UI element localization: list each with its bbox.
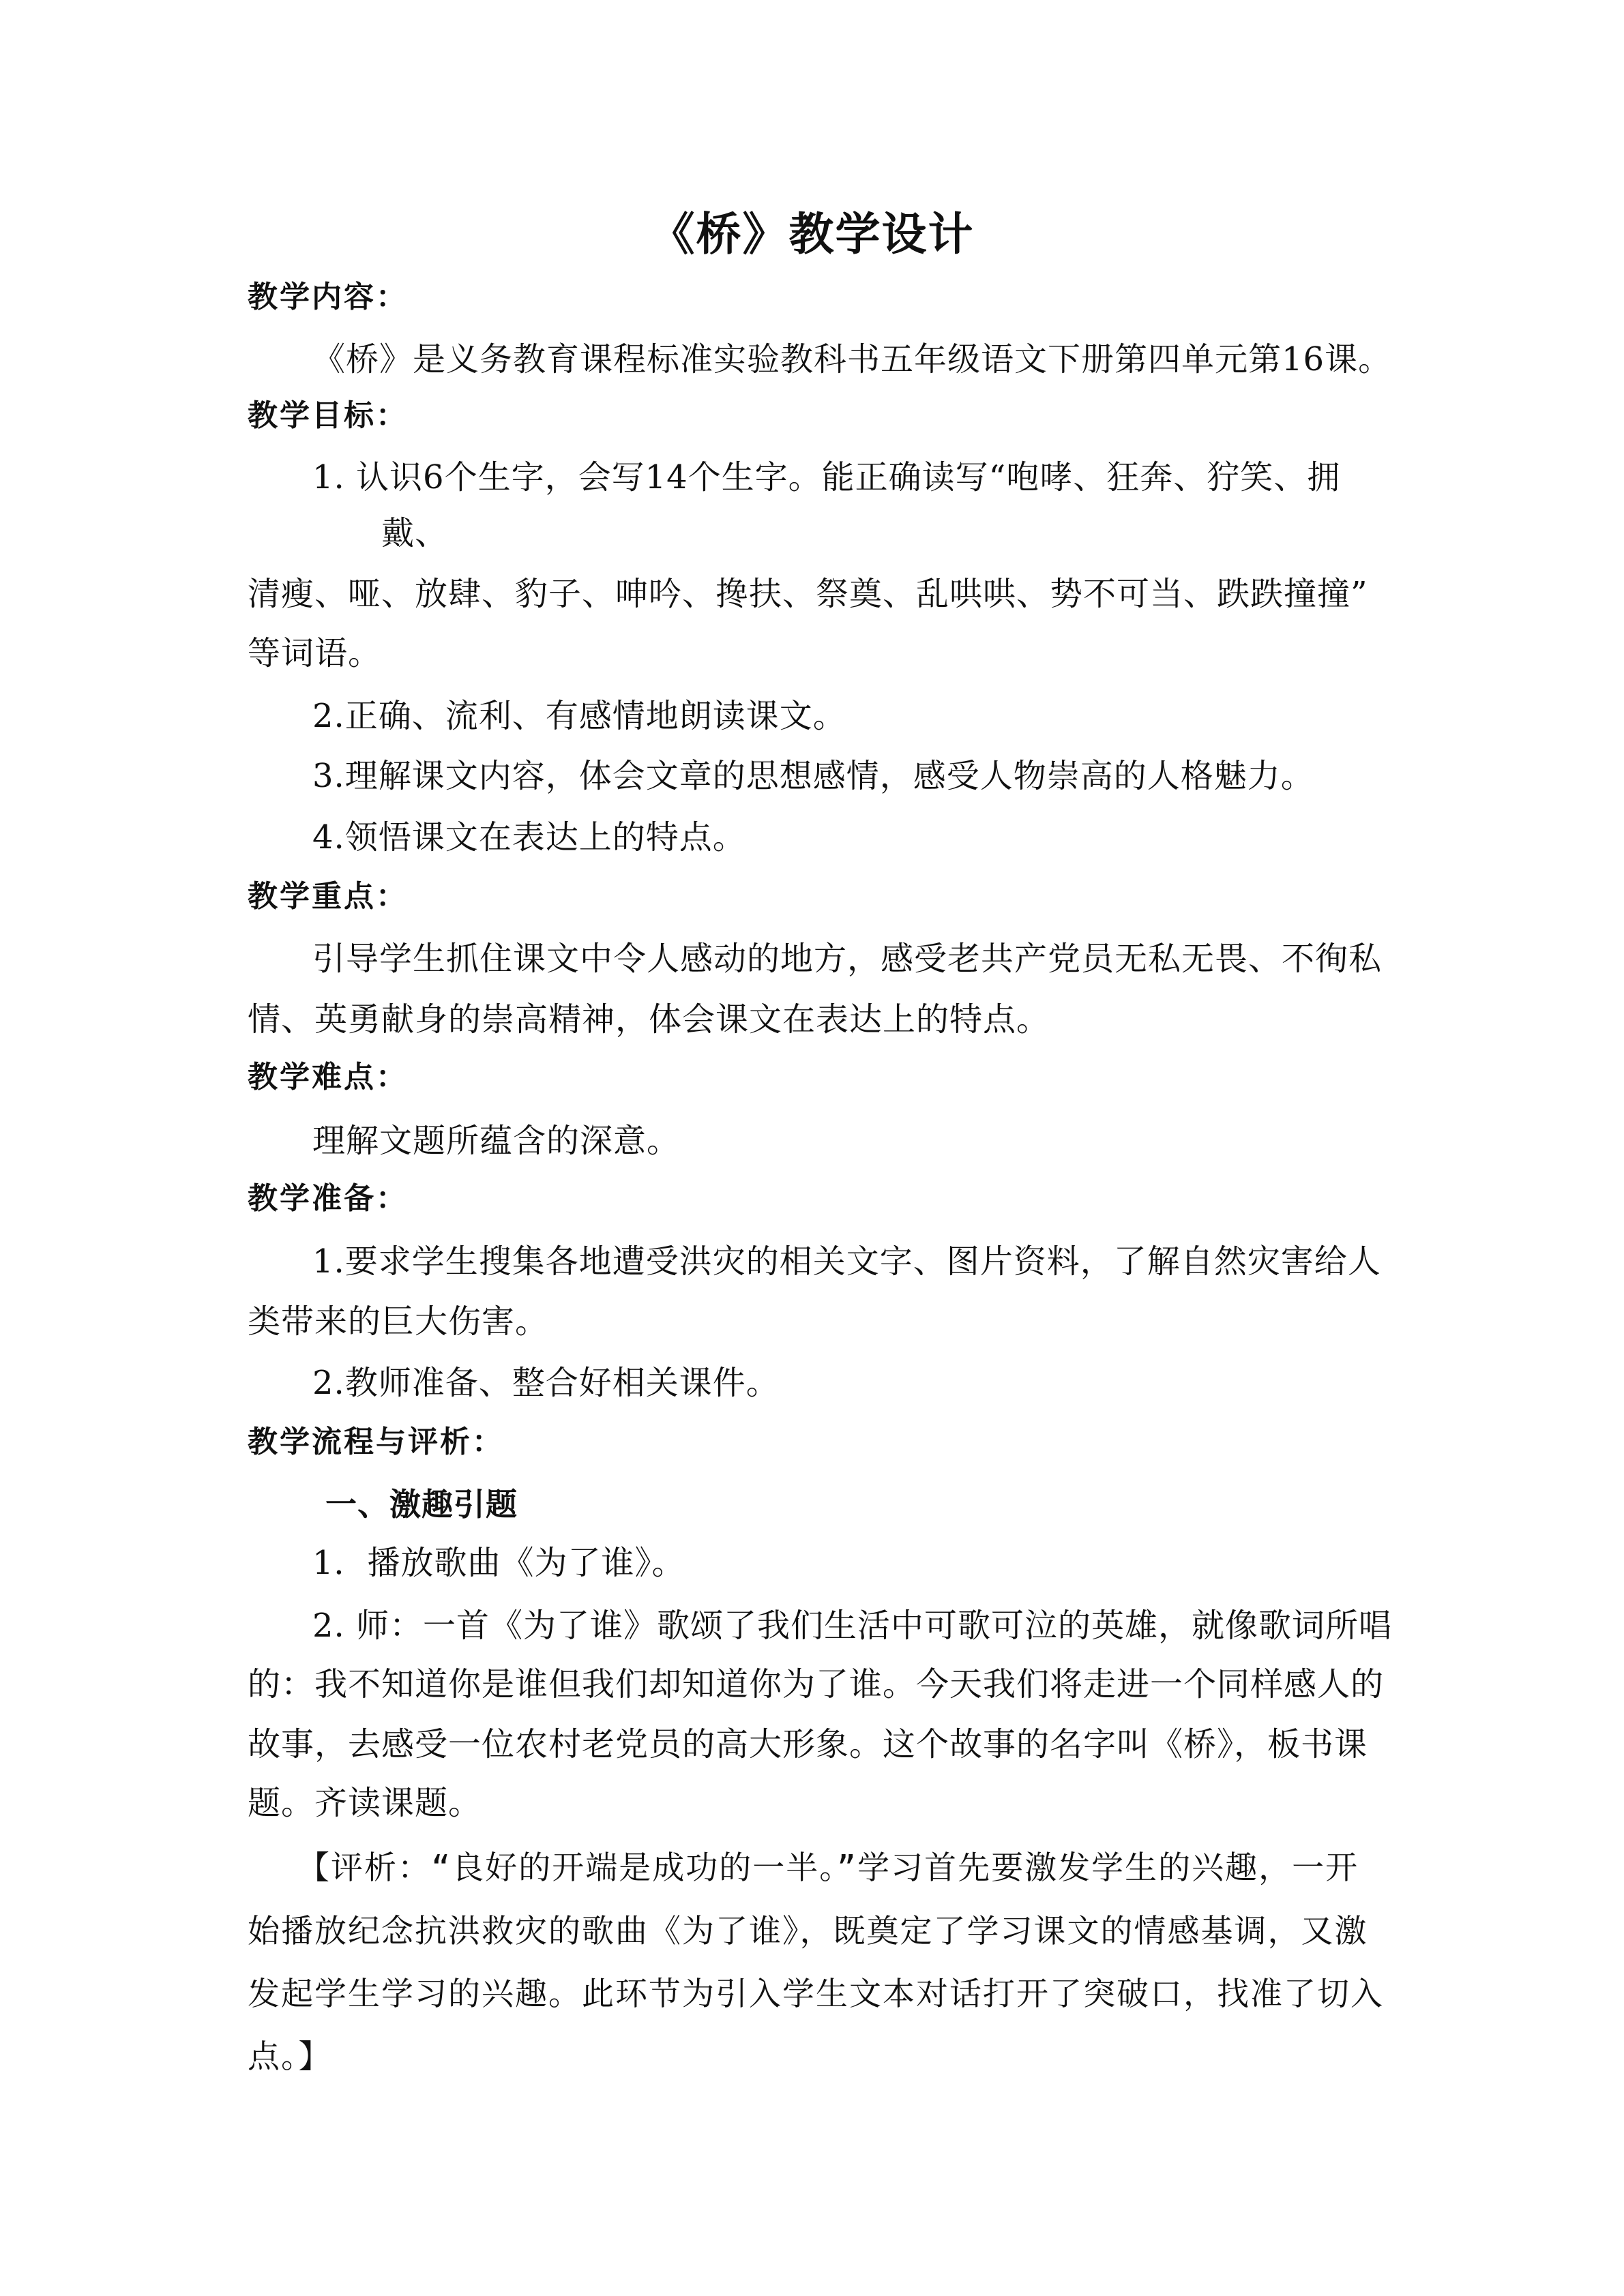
goal-4: 4.领悟课文在表达上的特点。 <box>312 818 746 856</box>
prep-1-line-1: 1.要求学生搜集各地遭受洪灾的相关文字、图片资料，了解自然灾害给人 <box>312 1242 1381 1281</box>
prep-1-line-2: 类带来的巨大伤害。 <box>248 1302 549 1341</box>
goal-1-line-2: 戴、 <box>381 514 449 552</box>
step-2-line-2: 的：我不知道你是谁但我们却知道你为了谁。今天我们将走进一个同样感人的 <box>248 1665 1385 1703</box>
step-2-line-1: 2. 师：一首《为了谁》歌颂了我们生活中可歌可泣的英雄，就像歌词所唱 <box>312 1607 1393 1645</box>
goal-3: 3.理解课文内容，体会文章的思想感情，感受人物崇高的人格魅力。 <box>312 757 1314 795</box>
comment-line-1: 【评析：“良好的开端是成功的一半。”学习首先要激发学生的兴趣，一开 <box>297 1849 1359 1887</box>
comment-line-2: 始播放纪念抗洪救灾的歌曲《为了谁》，既奠定了学习课文的情感基调，又激 <box>248 1913 1368 1950</box>
goal-2: 2.正确、流利、有感情地朗读课文。 <box>312 697 846 735</box>
teaching-key-line-1: 引导学生抓住课文中令人感动的地方，感受老共产党员无私无畏、不徇私 <box>312 940 1383 978</box>
page-title: 《桥》教学设计 <box>649 208 975 260</box>
comment-line-4: 点。】 <box>248 2038 332 2076</box>
teaching-difficulty-heading: 教学难点： <box>248 1060 408 1094</box>
goal-1-line-3: 清瘦、哑、放肆、豹子、呻吟、搀扶、祭奠、乱哄哄、势不可当、跌跌撞撞” <box>248 575 1368 613</box>
comment-line-3: 发起学生学习的兴趣。此环节为引入学生文本对话打开了突破口，找准了切入 <box>248 1976 1384 2013</box>
teaching-goals-heading: 教学目标： <box>248 398 408 433</box>
teaching-difficulty-text: 理解文题所蕴含的深意。 <box>312 1122 681 1160</box>
teaching-content-text: 《桥》是义务教育课程标准实验教科书五年级语文下册第四单元第16课。 <box>312 340 1392 378</box>
teaching-process-heading: 教学流程与评析： <box>248 1425 504 1459</box>
teaching-content-heading: 教学内容： <box>248 280 408 314</box>
goal-1-line-1: 1. 认识6个生字，会写14个生字。能正确读写“咆哮、狂奔、狞笑、拥 <box>312 458 1341 496</box>
step-1: 1．播放歌曲《为了谁》。 <box>312 1544 685 1582</box>
section-1-heading: 一、激趣引题 <box>325 1486 518 1523</box>
teaching-key-heading: 教学重点： <box>248 879 408 914</box>
step-2-line-4: 题。齐读课题。 <box>248 1784 482 1822</box>
step-2-line-3: 故事，去感受一位农村老党员的高大形象。这个故事的名字叫《桥》，板书课 <box>248 1725 1368 1763</box>
teaching-prep-heading: 教学准备： <box>248 1181 408 1216</box>
goal-1-line-4: 等词语。 <box>248 634 382 672</box>
teaching-key-line-2: 情、英勇献身的崇高精神，体会课文在表达上的特点。 <box>248 1000 1050 1039</box>
prep-2: 2.教师准备、整合好相关课件。 <box>312 1364 780 1402</box>
